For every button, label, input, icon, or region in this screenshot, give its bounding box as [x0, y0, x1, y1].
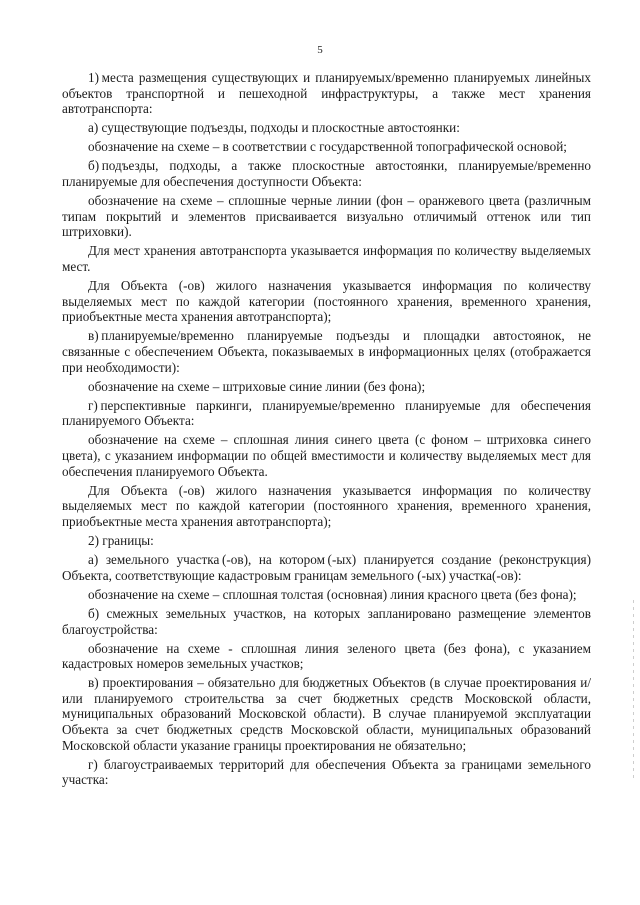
paragraph-2a-designation: обозначение на схеме – сплошная толстая (основная) линия красного цвета (без фона); — [88, 586, 577, 602]
document-body — [62, 70, 591, 791]
scan-edge-mark — [633, 600, 634, 780]
paragraph-1-intro: 1) места размещения существующих и планируемых/временно планируемых линейных объектов транспортной и пешеходной инфраструктуры, а также мест хранения автотранспорта: — [62, 70, 591, 117]
paragraph-2a-heading: а) земельного участка (-ов), на котором (-ых) планируется создание (реконструкция) Объекта, соответствующие кадастровым границам земельного (-ых) участка(-ов): — [62, 552, 591, 583]
paragraph-1g-designation: обозначение на схеме – сплошная линия синего цвета (с фоном – штриховка синего цвета), с указанием информации по общей вместимости и количеству выделяемых мест для обеспечения планируемого Объекта. — [62, 432, 591, 479]
paragraph-1b-designation: обозначение на схеме – сплошные черные линии (фон – оранжевого цвета (различным типам покрытий и элементов присваивается визуально отличимый оттенок или тип штриховки). — [62, 193, 591, 240]
paragraph-2b-heading: б) смежных земельных участков, на которых запланировано размещение элементов благоустройства: — [62, 605, 591, 637]
paragraph-2g: г) благоустраиваемых территорий для обеспечения Объекта за границами земельного участка: — [62, 756, 591, 788]
paragraph-residential-info: Для Объекта (-ов) жилого назначения указывается информация по количеству выделяемых мест по каждой категории (постоянного хранения, временного хранения, приобъектные места хранения автотранспорта); — [62, 278, 591, 325]
paragraph-2b-designation: обозначение на схеме - сплошная линия зеленого цвета (без фона), с указанием кадастровых номеров земельных участков; — [62, 640, 591, 672]
paragraph-1a-heading: а) существующие подъезды, подходы и плоскостные автостоянки: — [88, 120, 460, 136]
paragraph-2v: в) проектирования – обязательно для бюджетных Объектов (в случае проектирования и/или планируемого строительства за счет бюджетных средств Московской области, муниципальных образований Московской области). В случае планируемой эксплуатации Объекта за счет бюджетных средств Московской области, муниципальных образований Московской области указание границы проектирования не обязательно; — [62, 675, 591, 753]
paragraph-1v-heading: в) планируемые/временно планируемые подъезды и площадки автостоянок, не связанные с обеспечением Объекта, показываемых в информационных целях (отображается при необходимости): — [62, 328, 591, 375]
paragraph-residential-info-2: Для Объекта (-ов) жилого назначения указывается информация по количеству выделяемых мест по каждой категории (постоянного хранения, временного хранения, приобъектные места хранения автотранспорта); — [62, 482, 591, 529]
paragraph-1a-designation: обозначение на схеме – в соответствии с государственной топографической основой; — [88, 139, 567, 155]
paragraph-parking-info: Для мест хранения автотранспорта указывается информация по количеству выделяемых мест. — [62, 243, 591, 275]
paragraph-2-heading: 2) границы: — [88, 533, 154, 549]
page-number: 5 — [317, 44, 323, 56]
paragraph-1b-heading: б) подъезды, подходы, а также плоскостные автостоянки, планируемые/временно планируемые для обеспечения доступности Объекта: — [62, 158, 591, 190]
paragraph-1v-designation: обозначение на схеме – штриховые синие линии (без фона); — [88, 378, 426, 394]
paragraph-1g-heading: г) перспективные паркинги, планируемые/временно планируемые для обеспечения планируемого Объекта: — [62, 397, 591, 429]
